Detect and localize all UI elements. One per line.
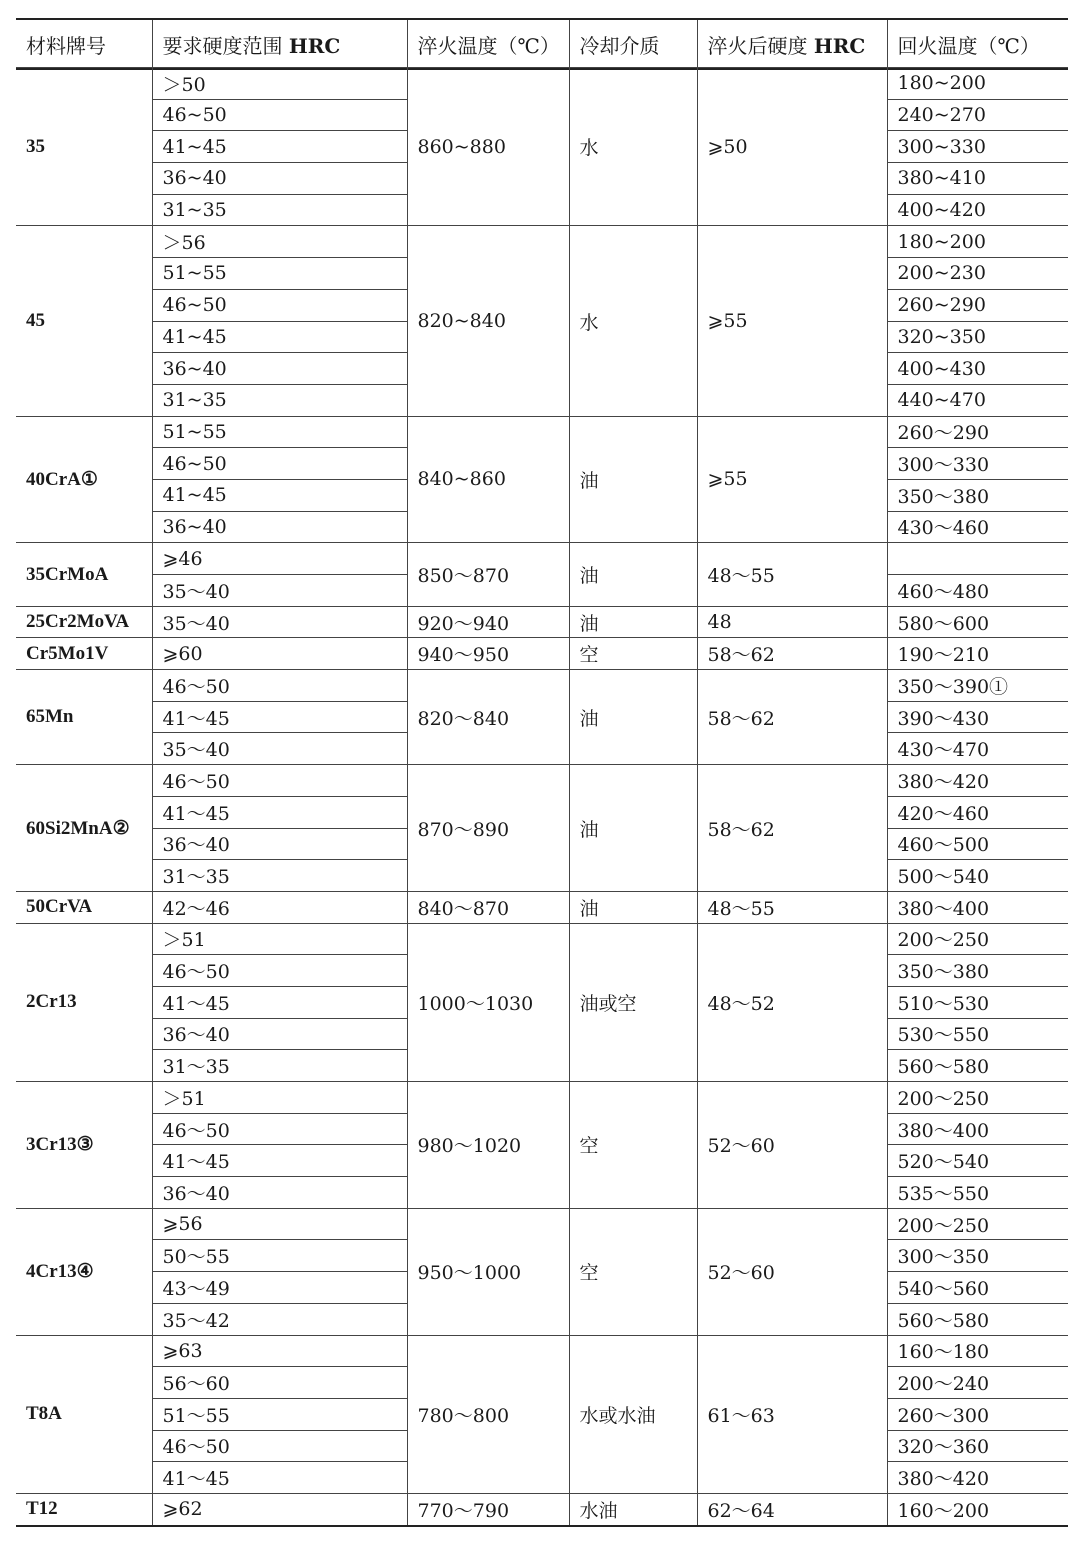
quench-hardness-cell: 58～62 [697, 638, 887, 670]
hardness-range-cell: 51~55 [152, 258, 407, 290]
temper-temp-cell: 560～580 [887, 1050, 1068, 1082]
table-row [16, 1493, 1068, 1525]
hardness-range-cell: ＞50 [152, 68, 407, 100]
temper-temp-cell: 380～400 [887, 1113, 1068, 1145]
temper-temp-cell: 300～330 [887, 448, 1068, 480]
hardness-range-cell: 31~35 [152, 194, 407, 226]
hardness-range-cell: 31～35 [152, 860, 407, 892]
medium-cell: 油 [569, 543, 697, 606]
hardness-range-cell: ⩾46 [152, 543, 407, 575]
temper-temp-cell: 460～480 [887, 575, 1068, 607]
temper-temp-cell: 200～240 [887, 1367, 1068, 1399]
temper-temp-cell: 510～530 [887, 986, 1068, 1018]
table-row [16, 1208, 1068, 1240]
temper-temp-cell [887, 543, 1068, 575]
hardness-range-cell: 43～49 [152, 1272, 407, 1304]
table-row [16, 670, 1068, 702]
table-row [16, 543, 1068, 575]
hardness-range-cell: 36～40 [152, 1018, 407, 1050]
quench-temp-cell: 950～1000 [407, 1208, 569, 1335]
quench-hardness-cell: 61～63 [697, 1335, 887, 1493]
temper-temp-cell: 320～360 [887, 1430, 1068, 1462]
header-hardness-range: 要求硬度范围 HRC [152, 19, 407, 69]
table-row [16, 606, 1068, 638]
table-header [16, 18, 1068, 70]
material-cell: 3Cr13③ [16, 1082, 152, 1209]
temper-temp-cell: 460～500 [887, 828, 1068, 860]
hardness-range-cell: 31～35 [152, 1050, 407, 1082]
temper-temp-cell: 160～200 [887, 1493, 1068, 1525]
medium-cell: 油 [569, 891, 697, 923]
hardness-range-cell: 35～40 [152, 606, 407, 638]
medium-cell: 油或空 [569, 923, 697, 1081]
quench-hardness-cell: 48～55 [697, 543, 887, 606]
hardness-range-cell: ⩾60 [152, 638, 407, 670]
material-cell: 35 [16, 68, 152, 226]
medium-cell: 油 [569, 765, 697, 892]
temper-temp-cell: 400~420 [887, 194, 1068, 226]
material-cell: 4Cr13④ [16, 1208, 152, 1335]
quench-hardness-cell: 48 [697, 606, 887, 638]
material-cell: Cr5Mo1V [16, 638, 152, 670]
quench-hardness-cell: 58～62 [697, 765, 887, 892]
temper-temp-cell: 200～250 [887, 1208, 1068, 1240]
table-row [16, 1082, 1068, 1114]
hardness-range-cell: 41～45 [152, 796, 407, 828]
quench-hardness-cell: 58～62 [697, 670, 887, 765]
hardness-range-cell: 41~45 [152, 479, 407, 511]
hardness-range-cell: ⩾62 [152, 1493, 407, 1525]
quench-temp-cell: 770～790 [407, 1493, 569, 1525]
hardness-range-cell: 41～45 [152, 701, 407, 733]
medium-cell: 水或水油 [569, 1335, 697, 1493]
hardness-range-cell: 46~50 [152, 448, 407, 480]
temper-temp-cell: 535～550 [887, 1177, 1068, 1209]
medium-cell: 水油 [569, 1493, 697, 1525]
medium-cell: 空 [569, 1082, 697, 1209]
table-row [16, 1335, 1068, 1367]
quench-temp-cell: 820~840 [407, 226, 569, 416]
quench-temp-cell: 1000～1030 [407, 923, 569, 1081]
temper-temp-cell: 260~290 [887, 289, 1068, 321]
temper-temp-cell: 350～380 [887, 955, 1068, 987]
temper-temp-cell: 520～540 [887, 1145, 1068, 1177]
medium-cell: 水 [569, 68, 697, 226]
medium-cell: 油 [569, 670, 697, 765]
temper-temp-cell: 380~410 [887, 163, 1068, 195]
temper-temp-cell: 200～250 [887, 923, 1068, 955]
quench-temp-cell: 850～870 [407, 543, 569, 606]
hardness-range-cell: 36～40 [152, 1177, 407, 1209]
quench-temp-cell: 940～950 [407, 638, 569, 670]
medium-cell: 空 [569, 1208, 697, 1335]
material-cell: 40CrA① [16, 416, 152, 543]
hardness-range-cell: ＞51 [152, 1082, 407, 1114]
material-cell: 25Cr2MoVA [16, 606, 152, 638]
temper-temp-cell: 390～430 [887, 701, 1068, 733]
quench-temp-cell: 840~860 [407, 416, 569, 543]
hardness-range-cell: 41～45 [152, 986, 407, 1018]
temper-temp-cell: 380～420 [887, 1462, 1068, 1494]
temper-temp-cell: 430～460 [887, 511, 1068, 543]
temper-temp-cell: 300～350 [887, 1240, 1068, 1272]
quench-hardness-cell: 48～52 [697, 923, 887, 1081]
material-cell: 50CrVA [16, 891, 152, 923]
hardness-range-cell: 41~45 [152, 321, 407, 353]
hardness-range-cell: 46~50 [152, 99, 407, 131]
temper-temp-cell: 500～540 [887, 860, 1068, 892]
hardness-range-cell: 51～55 [152, 1398, 407, 1430]
material-cell: 2Cr13 [16, 923, 152, 1081]
header-medium: 冷却介质 [569, 19, 697, 69]
quench-temp-cell: 820～840 [407, 670, 569, 765]
material-cell: 60Si2MnA② [16, 765, 152, 892]
temper-temp-cell: 180~200 [887, 226, 1068, 258]
hardness-range-cell: 35～40 [152, 575, 407, 607]
quench-temp-cell: 980～1020 [407, 1082, 569, 1209]
material-cell: T8A [16, 1335, 152, 1493]
hardness-range-cell: ＞51 [152, 923, 407, 955]
temper-temp-cell: 200～250 [887, 1082, 1068, 1114]
quench-hardness-cell: 52～60 [697, 1208, 887, 1335]
temper-temp-cell: 260～300 [887, 1398, 1068, 1430]
temper-temp-cell: 190～210 [887, 638, 1068, 670]
material-cell: 65Mn [16, 670, 152, 765]
hardness-range-cell: 36～40 [152, 828, 407, 860]
temper-temp-cell: 420～460 [887, 796, 1068, 828]
hardness-range-cell: 46～50 [152, 670, 407, 702]
table-row [16, 923, 1068, 955]
hardness-range-cell: 36~40 [152, 511, 407, 543]
medium-cell: 空 [569, 638, 697, 670]
hardness-range-cell: 41~45 [152, 131, 407, 163]
temper-temp-cell: 240~270 [887, 99, 1068, 131]
temper-temp-cell: 540～560 [887, 1272, 1068, 1304]
material-cell: T12 [16, 1493, 152, 1525]
temper-temp-cell: 350～380 [887, 479, 1068, 511]
quench-hardness-cell: 62～64 [697, 1493, 887, 1525]
hardness-range-cell: 35～42 [152, 1303, 407, 1335]
hardness-range-cell: 51~55 [152, 416, 407, 448]
temper-temp-cell: 350～390① [887, 670, 1068, 702]
temper-temp-cell: 430～470 [887, 733, 1068, 765]
temper-temp-cell: 400~430 [887, 353, 1068, 385]
quench-temp-cell: 860~880 [407, 68, 569, 226]
quench-hardness-cell: ⩾55 [697, 226, 887, 416]
table-row [16, 765, 1068, 797]
temper-temp-cell: 380～420 [887, 765, 1068, 797]
temper-temp-cell: 180~200 [887, 68, 1068, 100]
temper-temp-cell: 560～580 [887, 1303, 1068, 1335]
hardness-range-cell: 46～50 [152, 1113, 407, 1145]
temper-temp-cell: 440~470 [887, 384, 1068, 416]
material-cell: 45 [16, 226, 152, 416]
temper-temp-cell: 160～180 [887, 1335, 1068, 1367]
quench-temp-cell: 780～800 [407, 1335, 569, 1493]
hardness-range-cell: 36~40 [152, 353, 407, 385]
hardness-range-cell: ＞56 [152, 226, 407, 258]
hardness-range-cell: 50～55 [152, 1240, 407, 1272]
temper-temp-cell: 580～600 [887, 606, 1068, 638]
hardness-range-cell: 36~40 [152, 163, 407, 195]
hardness-range-cell: 41～45 [152, 1462, 407, 1494]
hardness-range-cell: ⩾56 [152, 1208, 407, 1240]
quench-hardness-cell: ⩾50 [697, 68, 887, 226]
table-row [16, 891, 1068, 923]
temper-temp-cell: 300~330 [887, 131, 1068, 163]
table-row [16, 68, 1068, 100]
heat-treatment-table [16, 67, 1068, 1527]
temper-temp-cell: 200~230 [887, 258, 1068, 290]
hardness-range-cell: 46～50 [152, 955, 407, 987]
hardness-range-cell: 42～46 [152, 891, 407, 923]
header-material: 材料牌号 [16, 19, 152, 69]
hardness-range-cell: 46～50 [152, 1430, 407, 1462]
hardness-range-cell: 46～50 [152, 765, 407, 797]
quench-temp-cell: 920～940 [407, 606, 569, 638]
quench-hardness-cell: ⩾55 [697, 416, 887, 543]
quench-hardness-cell: 52～60 [697, 1082, 887, 1209]
quench-temp-cell: 840～870 [407, 891, 569, 923]
material-cell: 35CrMoA [16, 543, 152, 606]
hardness-range-cell: 46~50 [152, 289, 407, 321]
temper-temp-cell: 320~350 [887, 321, 1068, 353]
header-temper-temp: 回火温度（℃） [887, 19, 1068, 69]
temper-temp-cell: 260～290 [887, 416, 1068, 448]
header-row [16, 19, 1068, 69]
medium-cell: 油 [569, 606, 697, 638]
header-quench-hardness: 淬火后硬度 HRC [697, 19, 887, 69]
medium-cell: 水 [569, 226, 697, 416]
quench-temp-cell: 870～890 [407, 765, 569, 892]
hardness-range-cell: 35～40 [152, 733, 407, 765]
temper-temp-cell: 530～550 [887, 1018, 1068, 1050]
header-quench-temp: 淬火温度（℃） [407, 19, 569, 69]
hardness-range-cell: ⩾63 [152, 1335, 407, 1367]
hardness-range-cell: 56～60 [152, 1367, 407, 1399]
quench-hardness-cell: 48～55 [697, 891, 887, 923]
medium-cell: 油 [569, 416, 697, 543]
table-row [16, 416, 1068, 448]
hardness-range-cell: 41～45 [152, 1145, 407, 1177]
table-row [16, 638, 1068, 670]
table-row [16, 226, 1068, 258]
hardness-range-cell: 31~35 [152, 384, 407, 416]
temper-temp-cell: 380～400 [887, 891, 1068, 923]
